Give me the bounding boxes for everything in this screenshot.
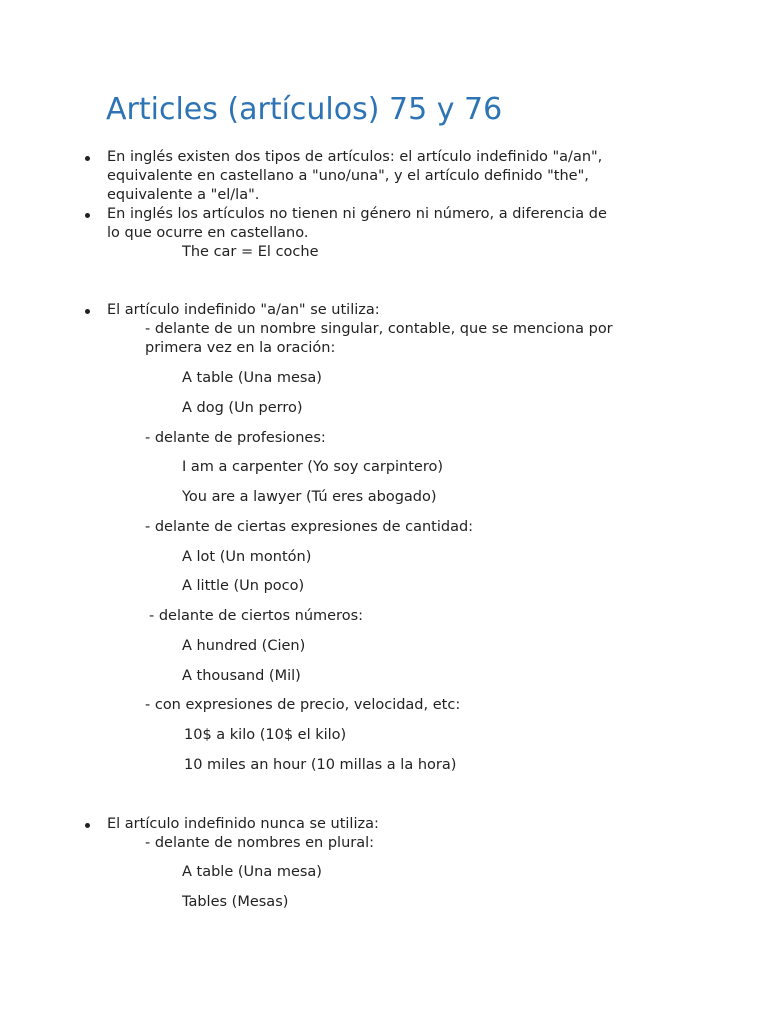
paragraph-line: El artículo indefinido "a/an" se utiliza: [107,302,380,318]
paragraph-line: lo que ocurre en castellano. [107,225,309,241]
paragraph-line: En inglés existen dos tipos de artículos: el artículo indefinido "a/an", [107,149,603,165]
example-line: A dog (Un perro) [182,400,303,416]
example-line: A lot (Un montón) [182,549,312,565]
sub-item-line: - con expresiones de precio, velocidad, etc: [145,697,461,713]
bullet-dot [85,156,90,161]
bullet-dot [85,309,90,314]
sub-item-line: - delante de nombres en plural: [145,835,375,851]
paragraph-line: El artículo indefinido nunca se utiliza: [107,816,379,832]
example-line: Tables (Mesas) [182,894,289,910]
example-line: A hundred (Cien) [182,638,306,654]
page-title: Articles (artículos) 75 y 76 [106,92,503,127]
bullet-dot [85,213,90,218]
paragraph-line: En inglés los artículos no tienen ni género ni número, a diferencia de [107,206,607,222]
example-line: A table (Una mesa) [182,864,322,880]
sub-item-line: - delante de profesiones: [145,430,326,446]
example-line: You are a lawyer (Tú eres abogado) [182,489,437,505]
sub-item-line: - delante de un nombre singular, contable, que se menciona por [145,321,613,337]
paragraph-line: equivalente en castellano a "uno/una", y el artículo definido "the", [107,168,589,184]
sub-item-line: - delante de ciertos números: [149,608,364,624]
sub-item-line: - delante de ciertas expresiones de cantidad: [145,519,474,535]
sub-item-line: primera vez en la oración: [145,340,336,356]
example-line: A table (Una mesa) [182,370,322,386]
example-line: I am a carpenter (Yo soy carpintero) [182,459,444,475]
example-line: 10 miles an hour (10 millas a la hora) [184,757,457,773]
bullet-dot [85,823,90,828]
paragraph-line: equivalente a "el/la". [107,187,260,203]
example-line: A little (Un poco) [182,578,305,594]
example-line: The car = El coche [182,244,319,260]
example-line: A thousand (Mil) [182,668,301,684]
example-line: 10$ a kilo (10$ el kilo) [184,727,347,743]
